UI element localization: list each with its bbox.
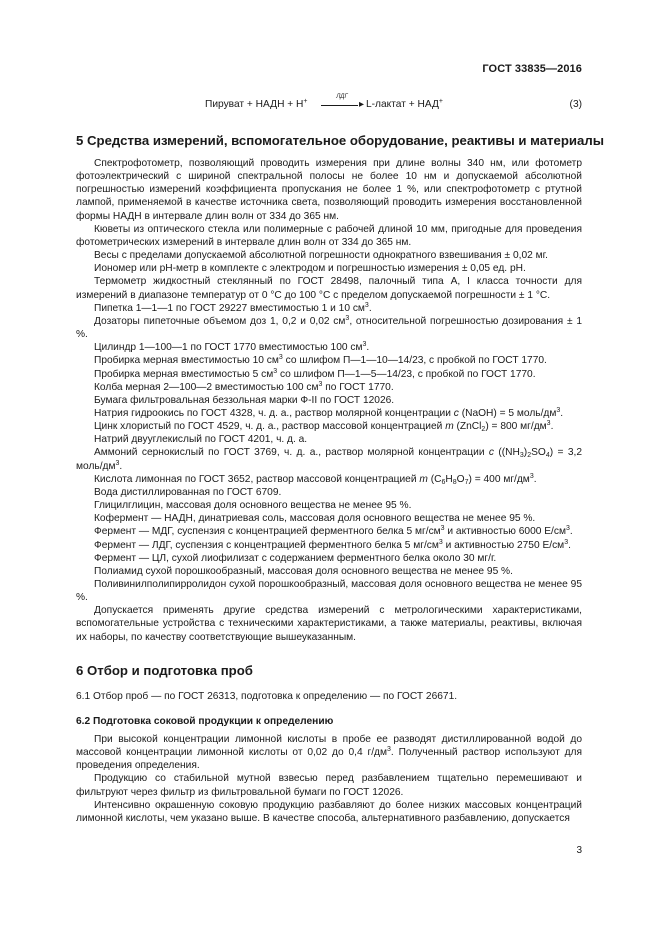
text-run: Фермент — МДГ, суспензия с концентрацией ферментного белка 5 мг/см [94, 526, 441, 538]
superscript: 3 [529, 472, 534, 480]
section5-paragraph [76, 604, 582, 643]
equation-number: (3) [569, 99, 582, 110]
section5-paragraph [76, 433, 582, 446]
text-run: SO [531, 447, 546, 459]
text-run: (ZnCl [453, 421, 482, 433]
arrow-head-icon: ▸ [358, 99, 364, 110]
text-run: Термометр жидкостный стеклянный по ГОСТ 28498, палочный типа А, I класса точности для измерений в диапазоне температур от 0 °С до 100 °С с пределом допускаемой погрешности ± 1 °С. [76, 276, 582, 301]
page-number: 3 [576, 845, 582, 856]
superscript: 3 [564, 538, 569, 546]
text-run: Кюветы из оптического стекла или полимерные с рабочей длиной 10 мм, пригодные для проведения фотометрических измерений в интервале длин волн от 334 до 365 нм. [76, 223, 582, 248]
variable-symbol: c [453, 407, 459, 419]
text-run: (NaOH) = 5 моль/дм [458, 407, 557, 419]
section5-paragraph [76, 407, 582, 420]
variable-symbol: m [445, 421, 454, 433]
section5-paragraph [76, 486, 582, 499]
superscript: 3 [364, 301, 369, 309]
text-run: . [560, 407, 564, 419]
text-run: O [456, 473, 465, 485]
section6-paragraph [76, 772, 582, 798]
text-run: . Полученный раствор используют для проведения определения. [76, 747, 583, 772]
section5-paragraph [76, 223, 582, 249]
text-run: H [445, 473, 453, 485]
superscript: 3 [565, 525, 570, 533]
text-run: Фермент — ЛДГ, суспензия с концентрацией ферментного белка 5 мг/см [94, 539, 439, 551]
superscript: 3 [546, 420, 551, 428]
text-run: Бумага фильтровальная беззольная марки Ф-II по ГОСТ 12026. [94, 394, 395, 406]
superscript: 3 [115, 459, 120, 467]
text-run: Вода дистиллированная по ГОСТ 6709. [94, 486, 282, 498]
section5-paragraph [76, 275, 582, 301]
section5-paragraph [76, 341, 582, 354]
subscript: 6 [441, 478, 446, 486]
variable-symbol: c [488, 447, 494, 459]
section5-paragraph [76, 302, 582, 315]
section5-paragraph [76, 446, 582, 472]
section-6-title: 6 Отбор и подготовка проб [76, 663, 253, 678]
section5-paragraph [76, 525, 582, 538]
reaction-equation [0, 96, 661, 116]
section-5-title: 5 Средства измерений, вспомогательное оборудование, реактивы и материалы [76, 133, 604, 148]
text-run: со шлифом П—1—10—14/23, с пробкой по ГОСТ 1770. [282, 355, 547, 367]
superscript: 3 [318, 380, 323, 388]
arrow-line [321, 105, 358, 106]
text-run: Аммоний сернокислый по ГОСТ 3769, ч. д. а., раствор молярной концентрации [94, 447, 489, 459]
text-run: Дозаторы пипеточные объемом доз 1, 0,2 и 0,02 см [94, 315, 346, 327]
text-run: (C [427, 473, 442, 485]
text-run: ) = 800 мг/дм [485, 421, 547, 433]
reaction-arrow [320, 96, 364, 112]
text-run: . [550, 421, 554, 433]
subscript: 2 [527, 452, 532, 460]
superscript: 3 [273, 367, 278, 375]
text-run: Продукцию со стабильной мутной взвесью перед разбавлением тщательно перемешивают и фильтруют через фильтр из фильтровальной бумаги по ГОСТ 12026. [76, 773, 582, 798]
section-6-2-body [76, 733, 582, 825]
section5-paragraph [76, 512, 582, 525]
section5-paragraph [76, 552, 582, 565]
text-run: . [368, 302, 372, 314]
section5-paragraph [76, 262, 582, 275]
variable-symbol: m [419, 473, 428, 485]
subsection-6-2-title: 6.2 Подготовка соковой продукции к определению [76, 716, 334, 727]
equation-left [205, 99, 307, 110]
text-run: . [569, 526, 573, 538]
text-run: по ГОСТ 1770. [322, 381, 394, 393]
paragraph-6-1: 6.1 Отбор проб — по ГОСТ 26313, подготовка к определению — по ГОСТ 26671. [76, 691, 458, 702]
text-run: Пробирка мерная вместимостью 5 см [94, 368, 274, 380]
text-run: Кофермент — НАДН, динатриевая соль, массовая доля основного вещества не менее 95 %. [94, 513, 536, 525]
superscript: 3 [362, 341, 367, 349]
equation-left-text: Пируват + НАДН + H [205, 99, 304, 110]
section5-paragraph [76, 368, 582, 381]
text-run: ) = 3,2 моль/дм [76, 447, 582, 472]
text-run: Интенсивно окрашенную соковую продукцию разбавляют до более низких массовых концентраций лимонной кислоты, чем указано выше. В качестве способа, альтернативного разбавлению, допускается [76, 799, 582, 824]
section5-paragraph [76, 394, 582, 407]
section5-paragraph [76, 157, 582, 223]
text-run: Пипетка 1—1—1 по ГОСТ 29227 вместимостью 1 и 10 см [94, 302, 365, 314]
equation-right-text: L-лактат + НАД [366, 99, 439, 110]
text-run: . [366, 342, 370, 354]
text-run: . [533, 473, 537, 485]
section5-paragraph [76, 499, 582, 512]
subscript: 7 [464, 478, 469, 486]
text-run: , относительной погрешностью дозирования ± 1 %. [76, 315, 582, 341]
section5-paragraph [76, 354, 582, 367]
superscript: 3 [438, 538, 443, 546]
subscript: 3 [519, 452, 524, 460]
text-run: Кислота лимонная по ГОСТ 3652, раствор массовой концентрацией [94, 473, 420, 485]
section5-paragraph [76, 578, 582, 604]
section5-paragraph [76, 381, 582, 394]
text-run: ) = 400 мг/дм [468, 473, 530, 485]
section5-paragraph [76, 473, 582, 486]
section5-paragraph [76, 539, 582, 552]
text-run: Глицилглицин, массовая доля основного вещества не менее 95 %. [94, 500, 412, 512]
text-run: Колба мерная 2—100—2 вместимостью 100 см [94, 381, 319, 393]
section5-paragraph [76, 249, 582, 262]
text-run: Допускается применять другие средства измерений с метрологическими характеристиками, вспомогательные устройства с техническими характеристиками, а также материалы, реактивы, включая их наборы, по качеству соответствующие вышеуказанным. [76, 605, 582, 643]
text-run: . [568, 539, 571, 551]
text-run: и активностью 2750 Е/см [442, 539, 565, 551]
text-run: ) [523, 447, 528, 459]
enzyme-label: ЛДГ [336, 94, 348, 100]
text-run: Спектрофотометр, позволяющий проводить измерения при длине волны 340 нм, или фотометр фотоэлектрический с шириной спектральной полосы не более 10 нм и допускаемой абсолютной погрешностью измерений коэффициента пропускания не более 1 %, или спектрофотометр с ртутной лампой, применяемой в качестве источника света, позволяющий проводить измерения восстановленной формы НАДН в интервале длин волн от 334 до 365 нм. [76, 158, 582, 222]
text-run: Фермент — ЦЛ, сухой лиофилизат с содержанием ферментного белка около 30 мг/г. [94, 552, 497, 564]
text-run: Поливинилполипирролидон сухой порошкообразный, массовая доля основного вещества не менее 95 %. [76, 579, 582, 604]
text-run: и активностью 6000 Е/см [444, 526, 566, 538]
text-run: Иономер или pH-метр в комплекте с электродом и погрешностью измерения ± 0,05 ед. pH. [94, 263, 526, 275]
text-run: Цинк хлористый по ГОСТ 4529, ч. д. а., раствор массовой концентрацией [94, 421, 446, 433]
text-run: Натрия гидроокись по ГОСТ 4328, ч. д. а., раствор молярной концентрации [94, 407, 454, 419]
text-run: При высокой концентрации лимонной кислоты в пробе ее разводят дистиллированной водой до массовой концентрации лимонной кислоты от 0,02 до 0,4 г/дм [76, 734, 582, 759]
section5-paragraph [76, 420, 582, 433]
superscript: 3 [278, 354, 283, 362]
text-run: Натрий двууглекислый по ГОСТ 4201, ч. д. а. [94, 434, 308, 446]
equation-left-sup: + [303, 98, 308, 105]
subscript: 8 [452, 478, 457, 486]
superscript: 3 [387, 746, 391, 754]
section6-paragraph [76, 733, 582, 772]
superscript: 3 [440, 525, 445, 533]
text-run: со шлифом П—1—5—14/23, с пробкой по ГОСТ 1770. [277, 368, 536, 380]
superscript: 3 [556, 406, 561, 414]
subscript: 4 [545, 452, 550, 460]
text-run: ((NH [494, 447, 520, 459]
subscript: 2 [481, 426, 486, 434]
section-5-body [76, 157, 582, 644]
text-run: Весы с пределами допускаемой абсолютной погрешности однократного взвешивания ± 0,02 мг. [94, 250, 548, 262]
text-run: Цилиндр 1—100—1 по ГОСТ 1770 вместимостью 100 см [94, 342, 363, 354]
superscript: 3 [345, 314, 350, 322]
section6-paragraph [76, 799, 582, 825]
text-run: Полиамид сухой порошкообразный, массовая доля основного вещества не менее 95 %. [94, 565, 513, 577]
section5-paragraph [76, 315, 582, 341]
section5-paragraph [76, 565, 582, 578]
equation-right-sup: + [438, 98, 443, 105]
text-run: Пробирка мерная вместимостью 10 см [94, 355, 279, 367]
equation-right [366, 99, 443, 110]
text-run: . [119, 460, 123, 472]
standard-header: ГОСТ 33835—2016 [482, 63, 582, 75]
